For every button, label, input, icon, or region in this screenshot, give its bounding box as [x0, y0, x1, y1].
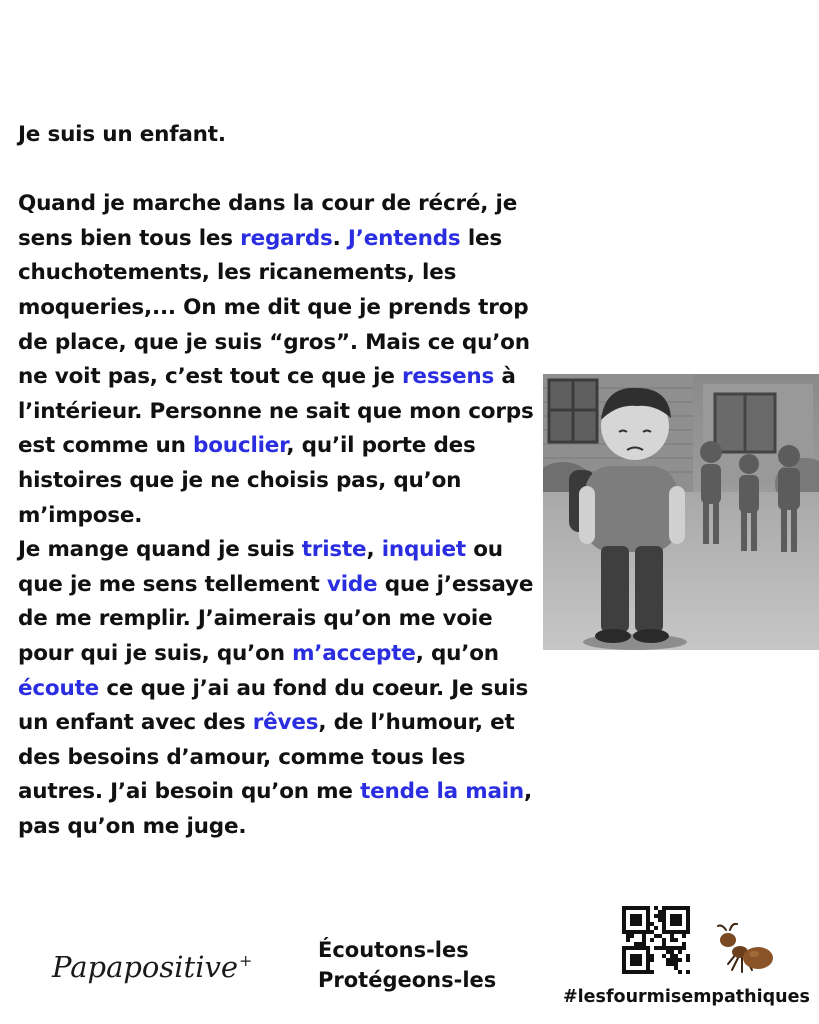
text-segment: ce que j’ai au fond du coeur. Je suis un enfant avec des: [18, 675, 529, 736]
hashtag: #lesfourmisempathiques: [563, 987, 810, 1007]
logo-text: Papapositive: [52, 950, 239, 984]
logo-plus-mark: +: [239, 951, 253, 971]
ant-icon: [712, 922, 774, 980]
highlighted-word: tende la main: [360, 779, 525, 805]
sad-child-illustration: [543, 374, 819, 650]
paragraph-spacer: [18, 153, 548, 188]
highlighted-word: inquiet: [381, 537, 466, 563]
slogan-line-2: Protégeons-les: [318, 968, 497, 992]
qr-code-icon: [622, 906, 690, 974]
story-paragraph-1: [18, 187, 548, 533]
highlighted-word: m’accepte: [292, 640, 416, 666]
highlighted-word: J’entends: [347, 225, 461, 251]
text-segment: Je mange quand je suis: [18, 537, 302, 563]
highlighted-word: rêves: [252, 710, 319, 736]
text-segment: , de l’humour, et des besoins d’amour, comme tous les autres. J’ai besoin qu’on me: [18, 710, 515, 805]
text-segment: Quand je marche dans la cour de récré, je sens bien tous les: [18, 191, 518, 251]
story-text: [18, 118, 548, 844]
highlighted-word: vide: [326, 571, 378, 597]
papapositive-logo: [52, 950, 252, 984]
text-segment: , qu’il porte des histoires que je ne choisis pas, qu’on m’impose.: [18, 433, 476, 528]
slogan-line-1: Écoutons-les: [318, 938, 469, 962]
highlighted-word: triste: [301, 537, 367, 563]
highlighted-word: écoute: [18, 675, 100, 701]
highlighted-word: regards: [240, 225, 333, 251]
highlighted-word: bouclier: [193, 433, 287, 459]
text-segment: à l’intérieur. Personne ne sait que mon corps est comme un: [18, 364, 534, 459]
story-intro: Je suis un enfant.: [18, 122, 226, 147]
text-segment: .: [332, 225, 348, 251]
text-segment: les chuchotements, les ricanements, les moqueries,... On me dit que je prends trop de place, que je suis “gros”. Mais ce qu’on ne voit pas, c’est tout ce que je: [18, 225, 530, 390]
text-segment: ,: [366, 537, 382, 563]
text-segment: , pas qu’on me juge.: [18, 779, 533, 839]
story-paragraph-2: [18, 533, 548, 844]
text-segment: que j’essaye de me remplir. J’aimerais qu’on me voie pour qui je suis, qu’on: [18, 571, 534, 666]
text-segment: , qu’on: [415, 640, 499, 666]
highlighted-word: ressens: [402, 364, 495, 390]
text-segment: ou que je me sens tellement: [18, 537, 503, 597]
slogan: [318, 935, 496, 995]
